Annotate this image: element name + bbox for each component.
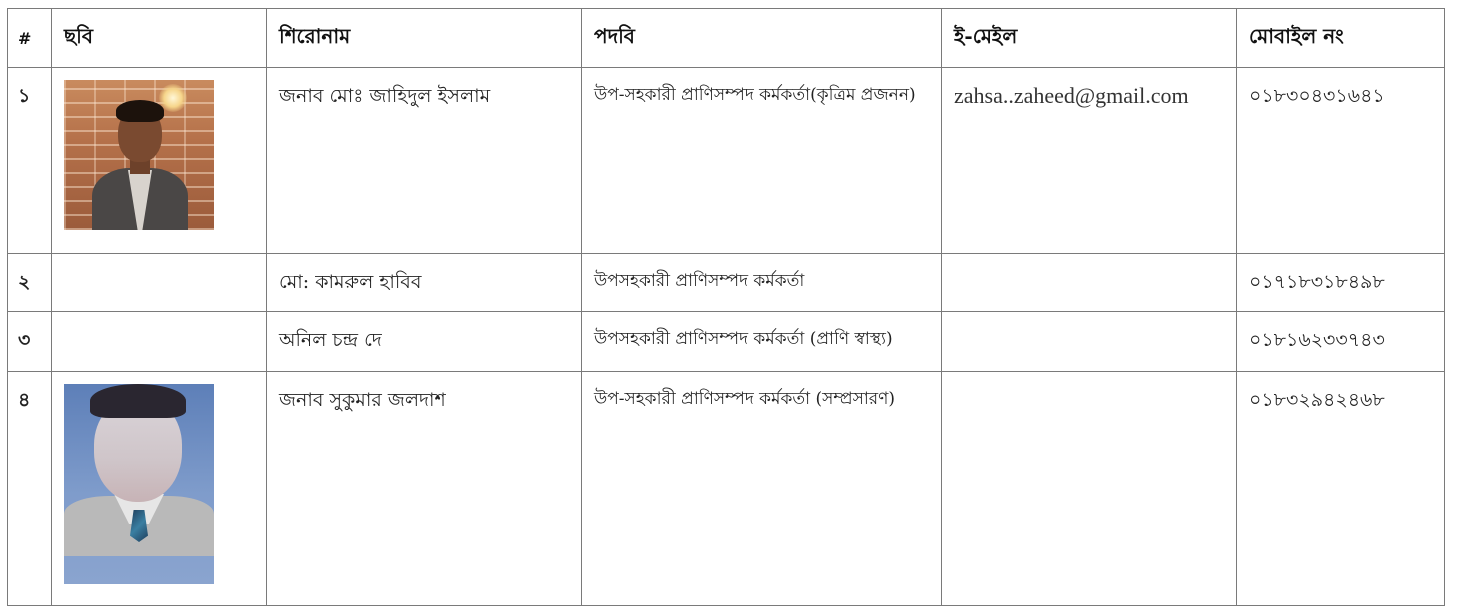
staff-designation: উপ-সহকারী প্রাণিসম্পদ কর্মকর্তা(কৃত্রিম প্রজনন) <box>594 85 916 105</box>
photo-cell <box>52 68 267 254</box>
photo-cell <box>52 372 267 606</box>
staff-designation: উপসহকারী প্রাণিসম্পদ কর্মকর্তা (প্রাণি স্বাস্থ্য) <box>594 329 893 349</box>
designation-cell <box>582 372 942 606</box>
staff-name: জনাব মোঃ জাহিদুল ইসলাম <box>279 85 491 107</box>
table-row <box>8 254 1445 312</box>
email-cell <box>942 312 1237 372</box>
designation-cell <box>582 254 942 312</box>
mobile-cell <box>1237 372 1445 606</box>
staff-photo <box>64 384 214 584</box>
name-cell <box>267 68 582 254</box>
serial-cell <box>8 254 52 312</box>
staff-name: মো: কামরুল হাবিব <box>279 271 422 293</box>
staff-email <box>942 254 1236 268</box>
designation-cell <box>582 312 942 372</box>
mobile-cell <box>1237 68 1445 254</box>
table-header-row <box>8 9 1445 68</box>
serial-number: ১ <box>18 85 31 107</box>
staff-email <box>942 372 1236 386</box>
header-photo: ছবি <box>52 9 267 68</box>
photo-cell <box>52 312 267 372</box>
header-serial: # <box>8 9 52 68</box>
table-row <box>8 312 1445 372</box>
staff-name: জনাব সুকুমার জলদাশ <box>279 389 446 411</box>
email-cell <box>942 68 1237 254</box>
staff-email <box>942 312 1236 326</box>
staff-mobile: ০১৮৩২৯৪২৪৬৮ <box>1249 389 1385 411</box>
header-name: শিরোনাম <box>267 9 582 68</box>
header-mobile: মোবাইল নং <box>1237 9 1445 68</box>
mobile-cell <box>1237 254 1445 312</box>
serial-number: ৪ <box>18 389 31 411</box>
header-email: ই-মেইল <box>942 9 1237 68</box>
email-cell <box>942 254 1237 312</box>
staff-designation: উপ-সহকারী প্রাণিসম্পদ কর্মকর্তা (সম্প্রসারণ) <box>594 389 896 409</box>
name-cell <box>267 254 582 312</box>
staff-name: অনিল চন্দ্র দে <box>279 329 382 351</box>
mobile-cell <box>1237 312 1445 372</box>
name-cell <box>267 312 582 372</box>
email-cell <box>942 372 1237 606</box>
staff-mobile: ০১৭১৮৩১৮৪৯৮ <box>1249 271 1385 293</box>
table-row <box>8 68 1445 254</box>
table-row <box>8 372 1445 606</box>
serial-cell <box>8 372 52 606</box>
header-designation: পদবি <box>582 9 942 68</box>
staff-photo <box>64 80 214 230</box>
staff-mobile: ০১৮১৬২৩৩৭৪৩ <box>1249 329 1385 351</box>
staff-mobile: ০১৮৩০৪৩১৬৪১ <box>1249 85 1385 107</box>
photo-cell <box>52 254 267 312</box>
staff-email[interactable]: zahsa..zaheed@gmail.com <box>954 83 1189 108</box>
serial-number: ৩ <box>18 329 31 351</box>
serial-cell <box>8 68 52 254</box>
staff-designation: উপসহকারী প্রাণিসম্পদ কর্মকর্তা <box>594 271 805 291</box>
serial-number: ২ <box>18 271 31 293</box>
designation-cell <box>582 68 942 254</box>
name-cell <box>267 372 582 606</box>
staff-directory-table <box>7 8 1445 606</box>
serial-cell <box>8 312 52 372</box>
